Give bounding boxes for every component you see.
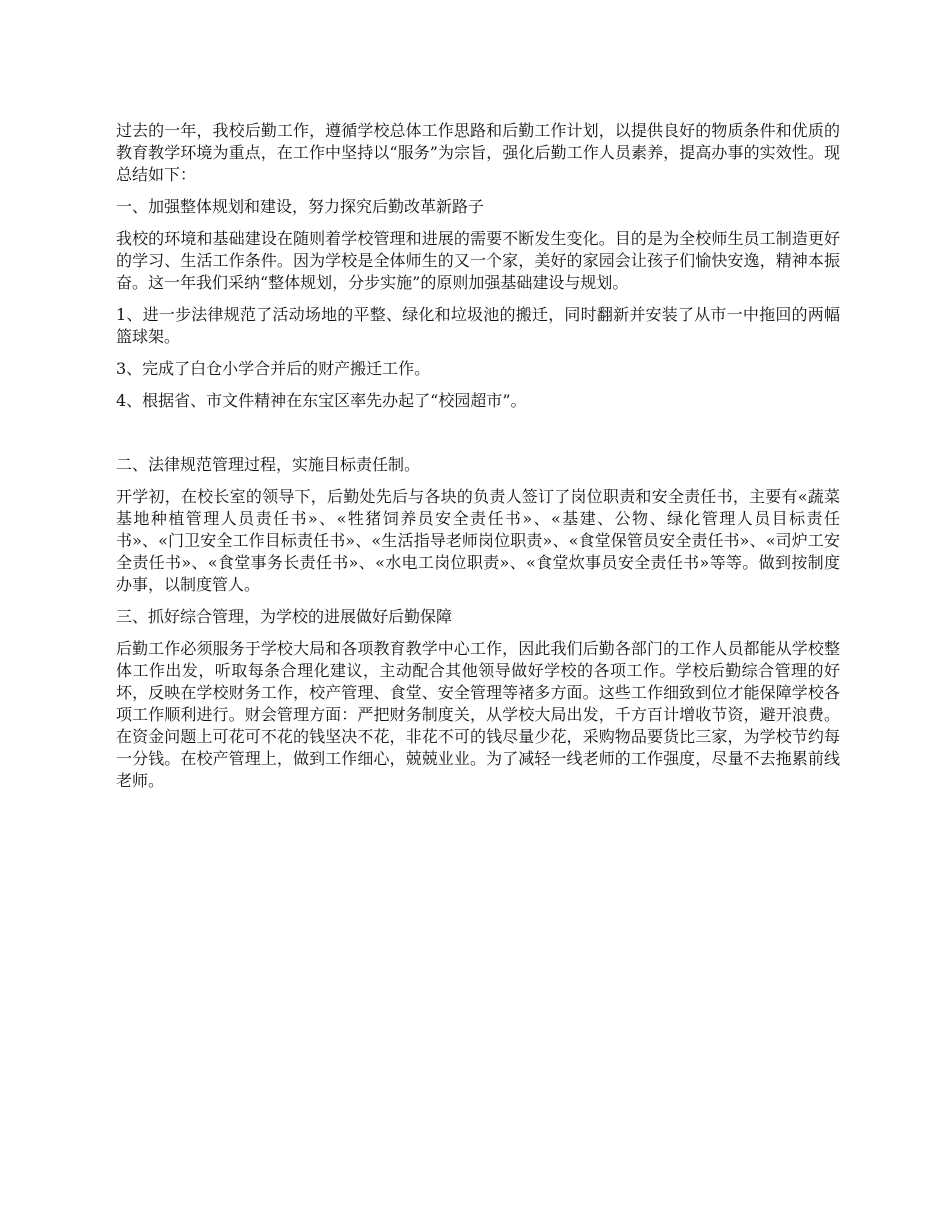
section-2-heading: 二、法律规范管理过程，实施目标责任制。 [116, 455, 421, 474]
section-3-body: 后勤工作必须服务于学校大局和各项教育教学中心工作，因此我们后勤各部门的工作人员都能从学校整体工作出发，听取每条合理化建议，主动配合其他领导做好学校的各项工作。学校后勤综合管理的好坏，反映在学校财务工作，校产管理、食堂、安全管理等褚多方面。这些工作细致到位才能保障学校各项工作顺利进行。财会管理方面：严把财务制度关，从学校大局出发，千方百计增收节资，避开浪费。在资金问题上可花可不花的钱坚决不花，非花不可的钱尽量少花，采购物品要货比三家，为学校节约每一分钱。在校产管理上，做到工作细心，兢兢业业。为了减轻一线老师的工作强度，尽量不去拖累前线老师。 [116, 639, 840, 790]
section-spacer [116, 422, 840, 454]
section-1-item-4: 4、根据省、市文件精神在东宝区率先办起了“校园超市”。 [116, 391, 527, 410]
section-1-item-1: 1、进一步法律规范了活动场地的平整、绿化和垃圾池的搬迁，同时翻新并安装了从市一中拖回的两幅篮球架。 [116, 305, 840, 346]
section-3-heading: 三、抓好综合管理，为学校的进展做好后勤保障 [116, 607, 453, 626]
section-2-body: 开学初，在校长室的领导下，后勤处先后与各块的负责人签订了岗位职责和安全责任书，主要有«蔬菜基地种植管理人员责任书»、«牲猪饲养员安全责任书»、«基建、公物、绿化管理人员目标责任书»、«门卫安全工作目标责任书»、«生活指导老师岗位职责»、«食堂保管员安全责任书»、«司炉工安全责任书»、«食堂事务长责任书»、«水电工岗位职责»、«食堂炊事员安全责任书»等等。做到按制度办事，以制度管人。 [116, 487, 840, 594]
section-1-heading: 一、加强整体规划和建设，努力探究后勤改革新路子 [116, 197, 485, 216]
section-1-item-3: 3、完成了白仓小学合并后的财产搬迁工作。 [116, 359, 431, 378]
section-1-body: 我校的环境和基础建设在随则着学校管理和进展的需要不断发生变化。目的是为全校师生员工制造更好的学习、生活工作条件。因为学校是全体师生的又一个家，美好的家园会让孩子们愉快安逸，精神本振奋。这一年我们采纳“整体规划，分步实施”的原则加强基础建设与规划。 [116, 229, 840, 292]
intro-paragraph: 过去的一年，我校后勤工作，遵循学校总体工作思路和后勤工作计划，以提供良好的物质条件和优质的教育教学环境为重点，在工作中坚持以“服务”为宗旨，强化后勤工作人员素养，提高办事的实效性。现总结如下： [116, 121, 840, 184]
document-page [116, 120, 840, 802]
